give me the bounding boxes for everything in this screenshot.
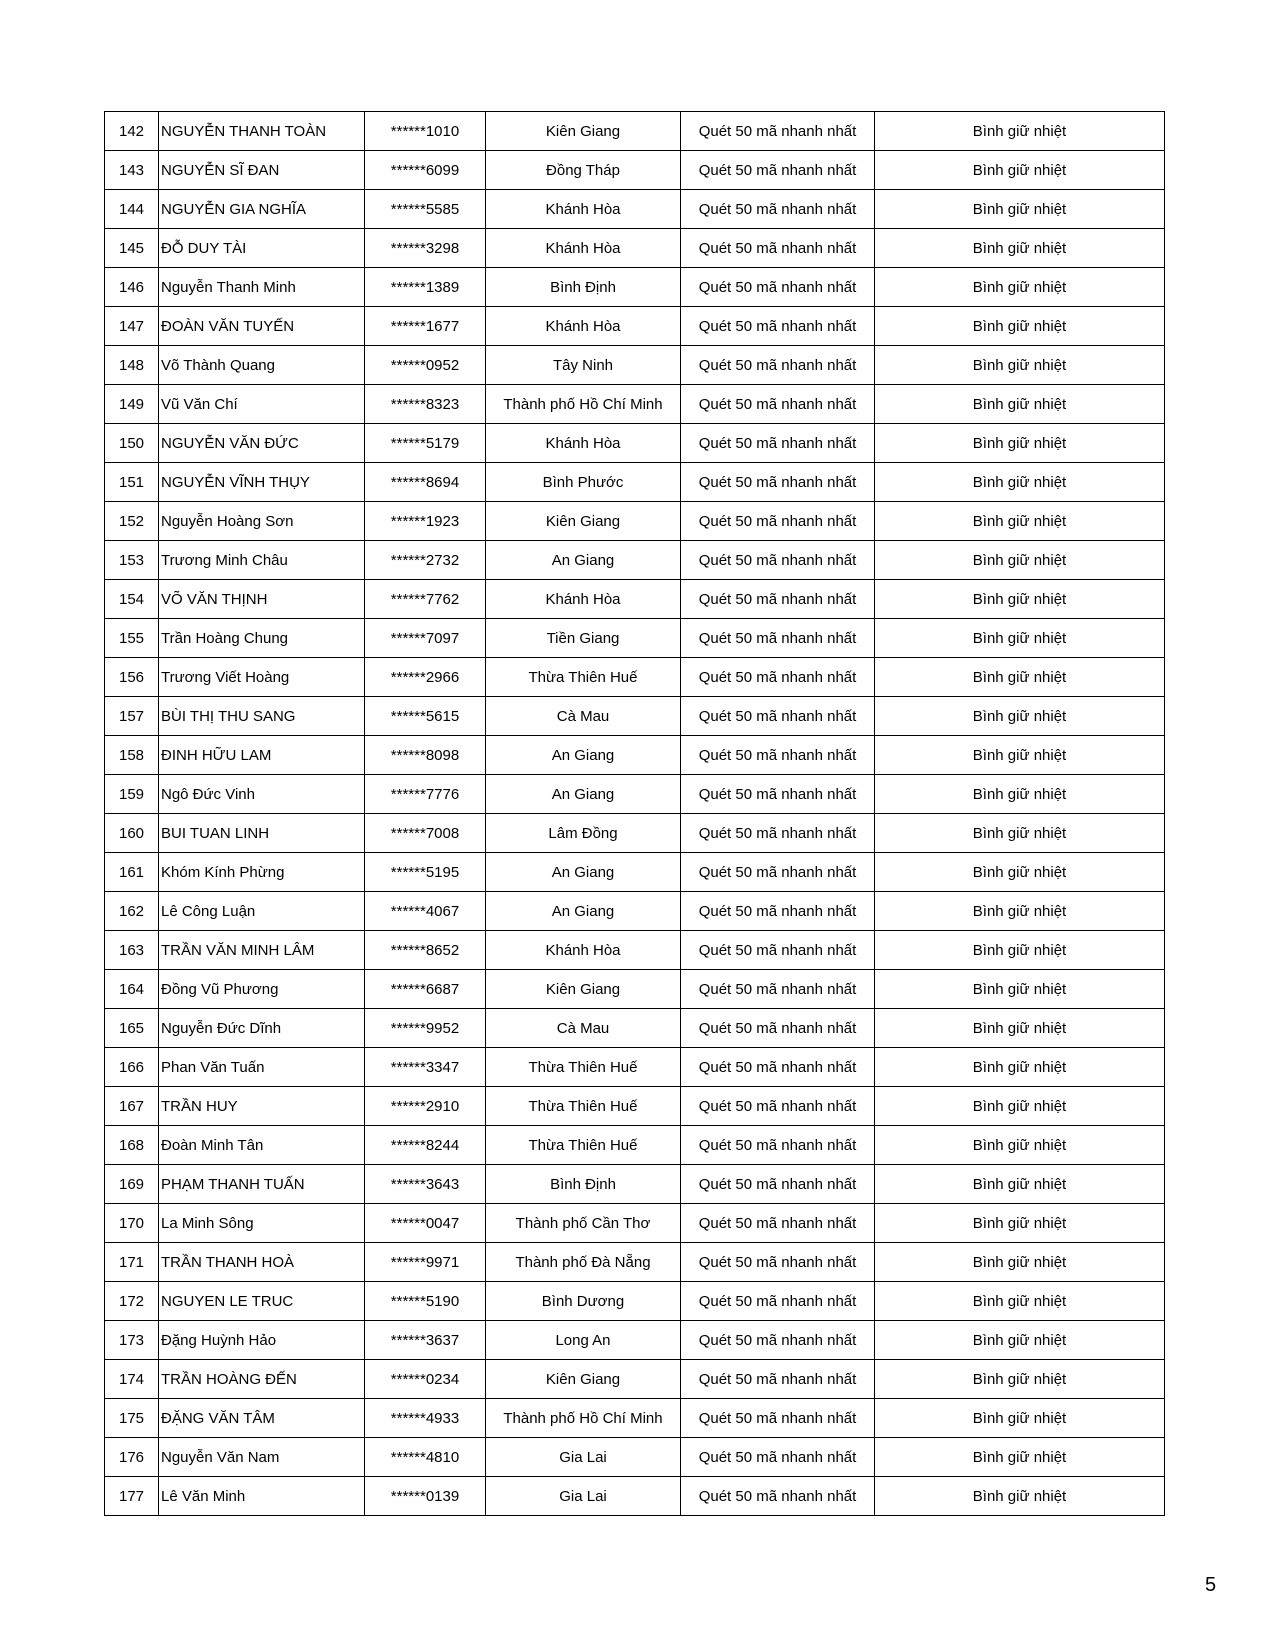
masked-phone-cell: ******0139 — [365, 1477, 486, 1516]
province-cell: Thành phố Cần Thơ — [486, 1204, 681, 1243]
prize-category-cell: Quét 50 mã nhanh nhất — [681, 190, 875, 229]
prize-cell: Bình giữ nhiệt — [875, 1399, 1165, 1438]
row-number-cell: 177 — [105, 1477, 159, 1516]
prize-cell: Bình giữ nhiệt — [875, 853, 1165, 892]
table-row — [105, 580, 1165, 619]
masked-phone-cell: ******7762 — [365, 580, 486, 619]
province-cell: Thành phố Đà Nẵng — [486, 1243, 681, 1282]
prize-cell: Bình giữ nhiệt — [875, 619, 1165, 658]
row-number-cell: 175 — [105, 1399, 159, 1438]
winner-name-cell: Phan Văn Tuấn — [159, 1048, 365, 1087]
row-number-cell: 171 — [105, 1243, 159, 1282]
province-cell: Cà Mau — [486, 1009, 681, 1048]
winner-name-cell: Trương Minh Châu — [159, 541, 365, 580]
table-row — [105, 112, 1165, 151]
prize-category-cell: Quét 50 mã nhanh nhất — [681, 463, 875, 502]
province-cell: An Giang — [486, 541, 681, 580]
province-cell: An Giang — [486, 775, 681, 814]
masked-phone-cell: ******2966 — [365, 658, 486, 697]
row-number-cell: 155 — [105, 619, 159, 658]
prize-cell: Bình giữ nhiệt — [875, 502, 1165, 541]
province-cell: Thừa Thiên Huế — [486, 1126, 681, 1165]
row-number-cell: 168 — [105, 1126, 159, 1165]
prize-category-cell: Quét 50 mã nhanh nhất — [681, 580, 875, 619]
prize-cell: Bình giữ nhiệt — [875, 268, 1165, 307]
winner-name-cell: Nguyễn Hoàng Sơn — [159, 502, 365, 541]
row-number-cell: 150 — [105, 424, 159, 463]
table-row — [105, 619, 1165, 658]
table-row — [105, 931, 1165, 970]
row-number-cell: 144 — [105, 190, 159, 229]
masked-phone-cell: ******7776 — [365, 775, 486, 814]
masked-phone-cell: ******3298 — [365, 229, 486, 268]
prize-category-cell: Quét 50 mã nhanh nhất — [681, 697, 875, 736]
masked-phone-cell: ******8244 — [365, 1126, 486, 1165]
table-row — [105, 736, 1165, 775]
row-number-cell: 160 — [105, 814, 159, 853]
winner-name-cell: NGUYEN LE TRUC — [159, 1282, 365, 1321]
winner-name-cell: Đoàn Minh Tân — [159, 1126, 365, 1165]
row-number-cell: 172 — [105, 1282, 159, 1321]
row-number-cell: 163 — [105, 931, 159, 970]
prize-cell: Bình giữ nhiệt — [875, 1477, 1165, 1516]
winner-name-cell: Nguyễn Văn Nam — [159, 1438, 365, 1477]
prize-category-cell: Quét 50 mã nhanh nhất — [681, 814, 875, 853]
row-number-cell: 159 — [105, 775, 159, 814]
prize-cell: Bình giữ nhiệt — [875, 736, 1165, 775]
prize-cell: Bình giữ nhiệt — [875, 541, 1165, 580]
masked-phone-cell: ******8652 — [365, 931, 486, 970]
prize-cell: Bình giữ nhiệt — [875, 190, 1165, 229]
winner-name-cell: ĐẶNG VĂN TÂM — [159, 1399, 365, 1438]
prize-category-cell: Quét 50 mã nhanh nhất — [681, 931, 875, 970]
prize-category-cell: Quét 50 mã nhanh nhất — [681, 1399, 875, 1438]
table-row — [105, 1126, 1165, 1165]
masked-phone-cell: ******4933 — [365, 1399, 486, 1438]
winner-name-cell: Khóm Kính Phừng — [159, 853, 365, 892]
prize-category-cell: Quét 50 mã nhanh nhất — [681, 892, 875, 931]
row-number-cell: 147 — [105, 307, 159, 346]
province-cell: An Giang — [486, 853, 681, 892]
winner-name-cell: Trương Viết Hoàng — [159, 658, 365, 697]
row-number-cell: 169 — [105, 1165, 159, 1204]
row-number-cell: 166 — [105, 1048, 159, 1087]
table-row — [105, 1438, 1165, 1477]
table-row — [105, 1399, 1165, 1438]
row-number-cell: 173 — [105, 1321, 159, 1360]
table-row — [105, 502, 1165, 541]
masked-phone-cell: ******6099 — [365, 151, 486, 190]
row-number-cell: 161 — [105, 853, 159, 892]
masked-phone-cell: ******5585 — [365, 190, 486, 229]
province-cell: An Giang — [486, 892, 681, 931]
winner-name-cell: Ngô Đức Vinh — [159, 775, 365, 814]
table-row — [105, 892, 1165, 931]
row-number-cell: 167 — [105, 1087, 159, 1126]
row-number-cell: 170 — [105, 1204, 159, 1243]
row-number-cell: 152 — [105, 502, 159, 541]
prize-cell: Bình giữ nhiệt — [875, 1243, 1165, 1282]
prize-cell: Bình giữ nhiệt — [875, 1126, 1165, 1165]
prize-cell: Bình giữ nhiệt — [875, 697, 1165, 736]
prize-cell: Bình giữ nhiệt — [875, 892, 1165, 931]
prize-category-cell: Quét 50 mã nhanh nhất — [681, 1360, 875, 1399]
row-number-cell: 149 — [105, 385, 159, 424]
table-row — [105, 1243, 1165, 1282]
masked-phone-cell: ******5190 — [365, 1282, 486, 1321]
masked-phone-cell: ******8323 — [365, 385, 486, 424]
winner-name-cell: NGUYỄN VĨNH THỤY — [159, 463, 365, 502]
prize-category-cell: Quét 50 mã nhanh nhất — [681, 775, 875, 814]
prize-category-cell: Quét 50 mã nhanh nhất — [681, 307, 875, 346]
row-number-cell: 145 — [105, 229, 159, 268]
masked-phone-cell: ******4067 — [365, 892, 486, 931]
table-row — [105, 1204, 1165, 1243]
masked-phone-cell: ******6687 — [365, 970, 486, 1009]
table-row — [105, 151, 1165, 190]
province-cell: Kiên Giang — [486, 1360, 681, 1399]
province-cell: Khánh Hòa — [486, 190, 681, 229]
winner-name-cell: VÕ VĂN THỊNH — [159, 580, 365, 619]
prize-category-cell: Quét 50 mã nhanh nhất — [681, 385, 875, 424]
winner-name-cell: NGUYỄN SĨ ĐAN — [159, 151, 365, 190]
row-number-cell: 142 — [105, 112, 159, 151]
prize-category-cell: Quét 50 mã nhanh nhất — [681, 1126, 875, 1165]
prize-category-cell: Quét 50 mã nhanh nhất — [681, 502, 875, 541]
prize-category-cell: Quét 50 mã nhanh nhất — [681, 736, 875, 775]
masked-phone-cell: ******0234 — [365, 1360, 486, 1399]
winner-name-cell: TRẦN HOÀNG ĐẾN — [159, 1360, 365, 1399]
prize-category-cell: Quét 50 mã nhanh nhất — [681, 1282, 875, 1321]
prize-cell: Bình giữ nhiệt — [875, 970, 1165, 1009]
page-number: 5 — [1205, 1574, 1217, 1596]
winner-name-cell: TRẦN HUY — [159, 1087, 365, 1126]
province-cell: Kiên Giang — [486, 970, 681, 1009]
winner-name-cell: La Minh Sông — [159, 1204, 365, 1243]
table-row — [105, 970, 1165, 1009]
row-number-cell: 176 — [105, 1438, 159, 1477]
province-cell: Bình Định — [486, 1165, 681, 1204]
province-cell: Khánh Hòa — [486, 424, 681, 463]
province-cell: Thừa Thiên Huế — [486, 1087, 681, 1126]
table-row — [105, 775, 1165, 814]
prize-cell: Bình giữ nhiệt — [875, 1204, 1165, 1243]
province-cell: Tiền Giang — [486, 619, 681, 658]
masked-phone-cell: ******3643 — [365, 1165, 486, 1204]
province-cell: Khánh Hòa — [486, 580, 681, 619]
prize-cell: Bình giữ nhiệt — [875, 229, 1165, 268]
prize-category-cell: Quét 50 mã nhanh nhất — [681, 112, 875, 151]
table-row — [105, 307, 1165, 346]
winner-name-cell: PHẠM THANH TUẤN — [159, 1165, 365, 1204]
province-cell: Thừa Thiên Huế — [486, 1048, 681, 1087]
masked-phone-cell: ******5615 — [365, 697, 486, 736]
prize-cell: Bình giữ nhiệt — [875, 1321, 1165, 1360]
winner-name-cell: Nguyễn Thanh Minh — [159, 268, 365, 307]
winner-name-cell: Nguyễn Đức Dĩnh — [159, 1009, 365, 1048]
row-number-cell: 174 — [105, 1360, 159, 1399]
prize-category-cell: Quét 50 mã nhanh nhất — [681, 1009, 875, 1048]
row-number-cell: 154 — [105, 580, 159, 619]
prize-category-cell: Quét 50 mã nhanh nhất — [681, 424, 875, 463]
table-row — [105, 346, 1165, 385]
masked-phone-cell: ******8098 — [365, 736, 486, 775]
row-number-cell: 148 — [105, 346, 159, 385]
masked-phone-cell: ******7008 — [365, 814, 486, 853]
row-number-cell: 165 — [105, 1009, 159, 1048]
masked-phone-cell: ******2732 — [365, 541, 486, 580]
row-number-cell: 164 — [105, 970, 159, 1009]
province-cell: Kiên Giang — [486, 112, 681, 151]
masked-phone-cell: ******1923 — [365, 502, 486, 541]
row-number-cell: 158 — [105, 736, 159, 775]
province-cell: Khánh Hòa — [486, 307, 681, 346]
winner-name-cell: NGUYỄN GIA NGHĨA — [159, 190, 365, 229]
prize-cell: Bình giữ nhiệt — [875, 346, 1165, 385]
winner-name-cell: Trần Hoàng Chung — [159, 619, 365, 658]
province-cell: Bình Định — [486, 268, 681, 307]
masked-phone-cell: ******4810 — [365, 1438, 486, 1477]
row-number-cell: 157 — [105, 697, 159, 736]
prize-cell: Bình giữ nhiệt — [875, 1048, 1165, 1087]
masked-phone-cell: ******0952 — [365, 346, 486, 385]
prize-cell: Bình giữ nhiệt — [875, 307, 1165, 346]
winner-name-cell: TRẦN THANH HOÀ — [159, 1243, 365, 1282]
province-cell: Lâm Đồng — [486, 814, 681, 853]
winners-table — [104, 111, 1165, 1516]
prize-cell: Bình giữ nhiệt — [875, 1360, 1165, 1399]
winner-name-cell: BÙI THỊ THU SANG — [159, 697, 365, 736]
masked-phone-cell: ******2910 — [365, 1087, 486, 1126]
table-row — [105, 541, 1165, 580]
winner-name-cell: Võ Thành Quang — [159, 346, 365, 385]
row-number-cell: 162 — [105, 892, 159, 931]
winner-name-cell: ĐOÀN VĂN TUYẾN — [159, 307, 365, 346]
table-row — [105, 697, 1165, 736]
winner-name-cell: ĐINH HỮU LAM — [159, 736, 365, 775]
prize-category-cell: Quét 50 mã nhanh nhất — [681, 1438, 875, 1477]
winner-name-cell: NGUYỄN VĂN ĐỨC — [159, 424, 365, 463]
prize-category-cell: Quét 50 mã nhanh nhất — [681, 970, 875, 1009]
winner-name-cell: Đồng Vũ Phương — [159, 970, 365, 1009]
prize-category-cell: Quét 50 mã nhanh nhất — [681, 1243, 875, 1282]
table-row — [105, 463, 1165, 502]
prize-cell: Bình giữ nhiệt — [875, 1087, 1165, 1126]
prize-cell: Bình giữ nhiệt — [875, 112, 1165, 151]
prize-category-cell: Quét 50 mã nhanh nhất — [681, 151, 875, 190]
table-row — [105, 1165, 1165, 1204]
prize-cell: Bình giữ nhiệt — [875, 1282, 1165, 1321]
prize-category-cell: Quét 50 mã nhanh nhất — [681, 1087, 875, 1126]
masked-phone-cell: ******5179 — [365, 424, 486, 463]
table-row — [105, 658, 1165, 697]
prize-cell: Bình giữ nhiệt — [875, 931, 1165, 970]
prize-category-cell: Quét 50 mã nhanh nhất — [681, 1048, 875, 1087]
province-cell: Thừa Thiên Huế — [486, 658, 681, 697]
winner-name-cell: Vũ Văn Chí — [159, 385, 365, 424]
prize-cell: Bình giữ nhiệt — [875, 1165, 1165, 1204]
row-number-cell: 151 — [105, 463, 159, 502]
table-row — [105, 853, 1165, 892]
province-cell: Kiên Giang — [486, 502, 681, 541]
province-cell: Cà Mau — [486, 697, 681, 736]
table-row — [105, 1360, 1165, 1399]
prize-category-cell: Quét 50 mã nhanh nhất — [681, 1477, 875, 1516]
prize-category-cell: Quét 50 mã nhanh nhất — [681, 853, 875, 892]
province-cell: Gia Lai — [486, 1477, 681, 1516]
prize-cell: Bình giữ nhiệt — [875, 385, 1165, 424]
masked-phone-cell: ******1677 — [365, 307, 486, 346]
province-cell: Thành phố Hồ Chí Minh — [486, 385, 681, 424]
winner-name-cell: Lê Văn Minh — [159, 1477, 365, 1516]
prize-cell: Bình giữ nhiệt — [875, 1009, 1165, 1048]
province-cell: Khánh Hòa — [486, 931, 681, 970]
table-row — [105, 1321, 1165, 1360]
row-number-cell: 156 — [105, 658, 159, 697]
province-cell: Bình Dương — [486, 1282, 681, 1321]
table-row — [105, 385, 1165, 424]
table-row — [105, 1009, 1165, 1048]
row-number-cell: 143 — [105, 151, 159, 190]
province-cell: An Giang — [486, 736, 681, 775]
winner-name-cell: NGUYỄN THANH TOÀN — [159, 112, 365, 151]
masked-phone-cell: ******1010 — [365, 112, 486, 151]
table-row — [105, 1282, 1165, 1321]
province-cell: Bình Phước — [486, 463, 681, 502]
prize-category-cell: Quét 50 mã nhanh nhất — [681, 658, 875, 697]
row-number-cell: 146 — [105, 268, 159, 307]
table-row — [105, 814, 1165, 853]
winner-name-cell: Lê Công Luận — [159, 892, 365, 931]
prize-category-cell: Quét 50 mã nhanh nhất — [681, 619, 875, 658]
winner-name-cell: BUI TUAN LINH — [159, 814, 365, 853]
prize-cell: Bình giữ nhiệt — [875, 658, 1165, 697]
masked-phone-cell: ******5195 — [365, 853, 486, 892]
row-number-cell: 153 — [105, 541, 159, 580]
prize-cell: Bình giữ nhiệt — [875, 424, 1165, 463]
table-row — [105, 229, 1165, 268]
winner-name-cell: TRẦN VĂN MINH LÂM — [159, 931, 365, 970]
table-row — [105, 1048, 1165, 1087]
prize-category-cell: Quét 50 mã nhanh nhất — [681, 1165, 875, 1204]
prize-category-cell: Quét 50 mã nhanh nhất — [681, 1321, 875, 1360]
prize-cell: Bình giữ nhiệt — [875, 775, 1165, 814]
masked-phone-cell: ******3347 — [365, 1048, 486, 1087]
table-row — [105, 424, 1165, 463]
winner-name-cell: Đặng Huỳnh Hảo — [159, 1321, 365, 1360]
prize-cell: Bình giữ nhiệt — [875, 151, 1165, 190]
prize-category-cell: Quét 50 mã nhanh nhất — [681, 346, 875, 385]
province-cell: Long An — [486, 1321, 681, 1360]
winner-name-cell: ĐỖ DUY TÀI — [159, 229, 365, 268]
province-cell: Tây Ninh — [486, 346, 681, 385]
table-row — [105, 1477, 1165, 1516]
table-row — [105, 268, 1165, 307]
prize-cell: Bình giữ nhiệt — [875, 580, 1165, 619]
prize-cell: Bình giữ nhiệt — [875, 463, 1165, 502]
prize-category-cell: Quét 50 mã nhanh nhất — [681, 229, 875, 268]
province-cell: Thành phố Hồ Chí Minh — [486, 1399, 681, 1438]
masked-phone-cell: ******3637 — [365, 1321, 486, 1360]
prize-cell: Bình giữ nhiệt — [875, 1438, 1165, 1477]
table-row — [105, 190, 1165, 229]
masked-phone-cell: ******9952 — [365, 1009, 486, 1048]
prize-category-cell: Quét 50 mã nhanh nhất — [681, 541, 875, 580]
prize-cell: Bình giữ nhiệt — [875, 814, 1165, 853]
province-cell: Khánh Hòa — [486, 229, 681, 268]
masked-phone-cell: ******9971 — [365, 1243, 486, 1282]
province-cell: Đồng Tháp — [486, 151, 681, 190]
masked-phone-cell: ******0047 — [365, 1204, 486, 1243]
masked-phone-cell: ******8694 — [365, 463, 486, 502]
province-cell: Gia Lai — [486, 1438, 681, 1477]
winners-table-body — [105, 112, 1165, 1516]
masked-phone-cell: ******7097 — [365, 619, 486, 658]
prize-category-cell: Quét 50 mã nhanh nhất — [681, 268, 875, 307]
prize-category-cell: Quét 50 mã nhanh nhất — [681, 1204, 875, 1243]
masked-phone-cell: ******1389 — [365, 268, 486, 307]
table-row — [105, 1087, 1165, 1126]
